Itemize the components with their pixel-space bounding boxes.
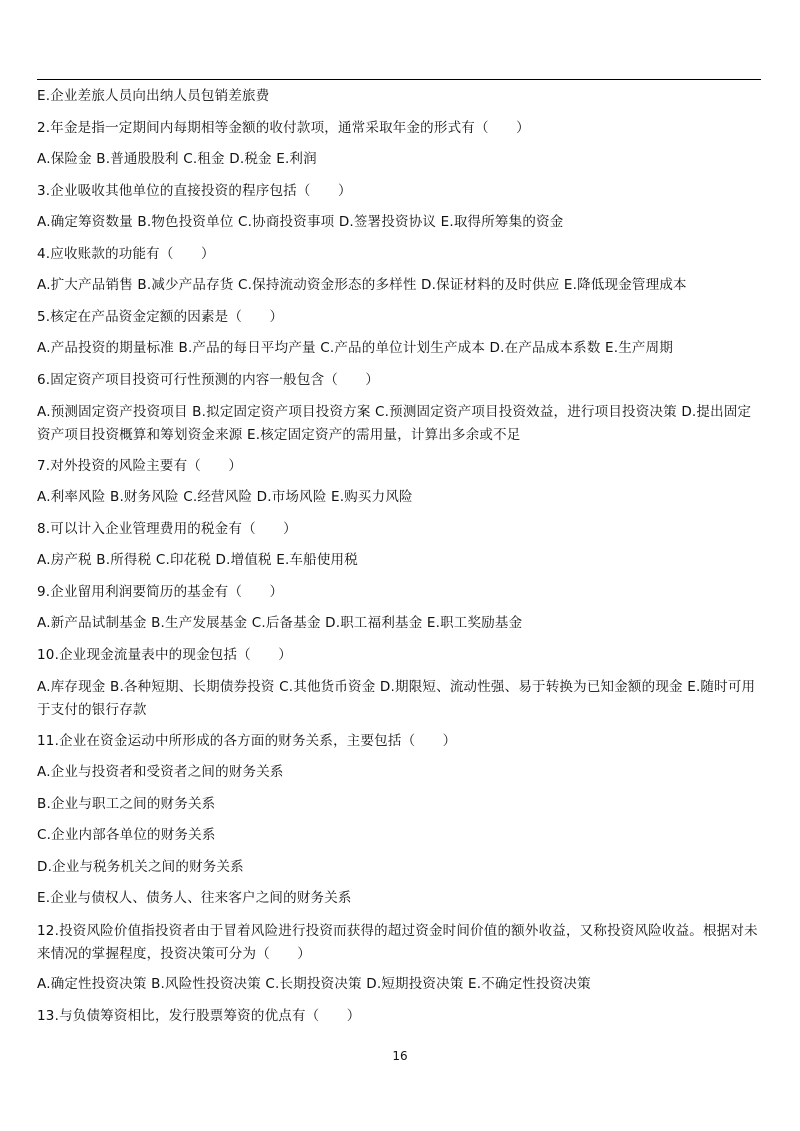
- header-rule: [37, 79, 761, 80]
- page-number: 16: [392, 1049, 408, 1063]
- option-line: A.库存现金 B.各种短期、长期债券投资 C.其他货币资金 D.期限短、流动性强、易于转换为已知金额的现金 E.随时可用于支付的银行存款: [37, 679, 756, 718]
- option-line: A.房产税 B.所得税 C.印花税 D.增值税 E.车船使用税: [37, 552, 358, 568]
- option-line: A.新产品试制基金 B.生产发展基金 C.后备基金 D.职工福利基金 E.职工奖励基金: [37, 615, 523, 631]
- option-line: D.企业与税务机关之间的财务关系: [37, 858, 244, 875]
- document-body: [37, 86, 761, 1037]
- question-line: 5.核定在产品资金定额的因素是（ ）: [37, 308, 284, 325]
- option-line: A.利率风险 B.财务风险 C.经营风险 D.市场风险 E.购买力风险: [37, 489, 413, 505]
- question-line: 8.可以计入企业管理费用的税金有（ ）: [37, 520, 297, 537]
- option-line: A.预测固定资产投资项目 B.拟定固定资产项目投资方案 C.预测固定资产项目投资效益，进行项目投资决策 D.提出固定资产项目投资概算和筹划资金来源 E.核定固定资产的需用量，计算出多余或不足: [37, 404, 752, 443]
- option-line: B.企业与职工之间的财务关系: [37, 795, 216, 812]
- question-line: 6.固定资产项目投资可行性预测的内容一般包含（ ）: [37, 371, 380, 388]
- option-line: E.企业与债权人、债务人、往来客户之间的财务关系: [37, 890, 352, 906]
- question-line: 9.企业留用利润要简历的基金有（ ）: [37, 583, 284, 600]
- option-line: A.保险金 B.普通股股利 C.租金 D.税金 E.利润: [37, 151, 317, 167]
- option-line: A.产品投资的期量标准 B.产品的每日平均产量 C.产品的单位计划生产成本 D.在产品成本系数 E.生产周期: [37, 340, 674, 356]
- question-line: 3.企业吸收其他单位的直接投资的程序包括（ ）: [37, 182, 352, 199]
- question-line: 10.企业现金流量表中的现金包括（ ）: [37, 646, 292, 663]
- option-line: A.扩大产品销售 B.减少产品存货 C.保持流动资金形态的多样性 D.保证材料的及时供应 E.降低现金管理成本: [37, 277, 687, 293]
- question-line: 11.企业在资金运动中所形成的各方面的财务关系，主要包括（ ）: [37, 732, 457, 749]
- question-line: 4.应收账款的功能有（ ）: [37, 245, 215, 262]
- option-line: C.企业内部各单位的财务关系: [37, 827, 216, 843]
- question-line: 7.对外投资的风险主要有（ ）: [37, 457, 243, 474]
- question-line: 2.年金是指一定期间内每期相等金额的收付款项，通常采取年金的形式有（ ）: [37, 119, 530, 136]
- option-line: A.确定筹资数量 B.物色投资单位 C.协商投资事项 D.签署投资协议 E.取得所筹集的资金: [37, 214, 564, 230]
- option-line: E.企业差旅人员向出纳人员包销差旅费: [37, 88, 270, 104]
- option-line: A.确定性投资决策 B.风险性投资决策 C.长期投资决策 D.短期投资决策 E.不确定性投资决策: [37, 976, 591, 992]
- question-line: 12.投资风险价值指投资者由于冒着风险进行投资而获得的超过资金时间价值的额外收益，又称投资风险收益。根据对未来情况的掌握程度，投资决策可分为（ ）: [37, 922, 758, 962]
- option-line: A.企业与投资者和受资者之间的财务关系: [37, 764, 284, 780]
- question-line: 13.与负债筹资相比，发行股票筹资的优点有（ ）: [37, 1007, 361, 1024]
